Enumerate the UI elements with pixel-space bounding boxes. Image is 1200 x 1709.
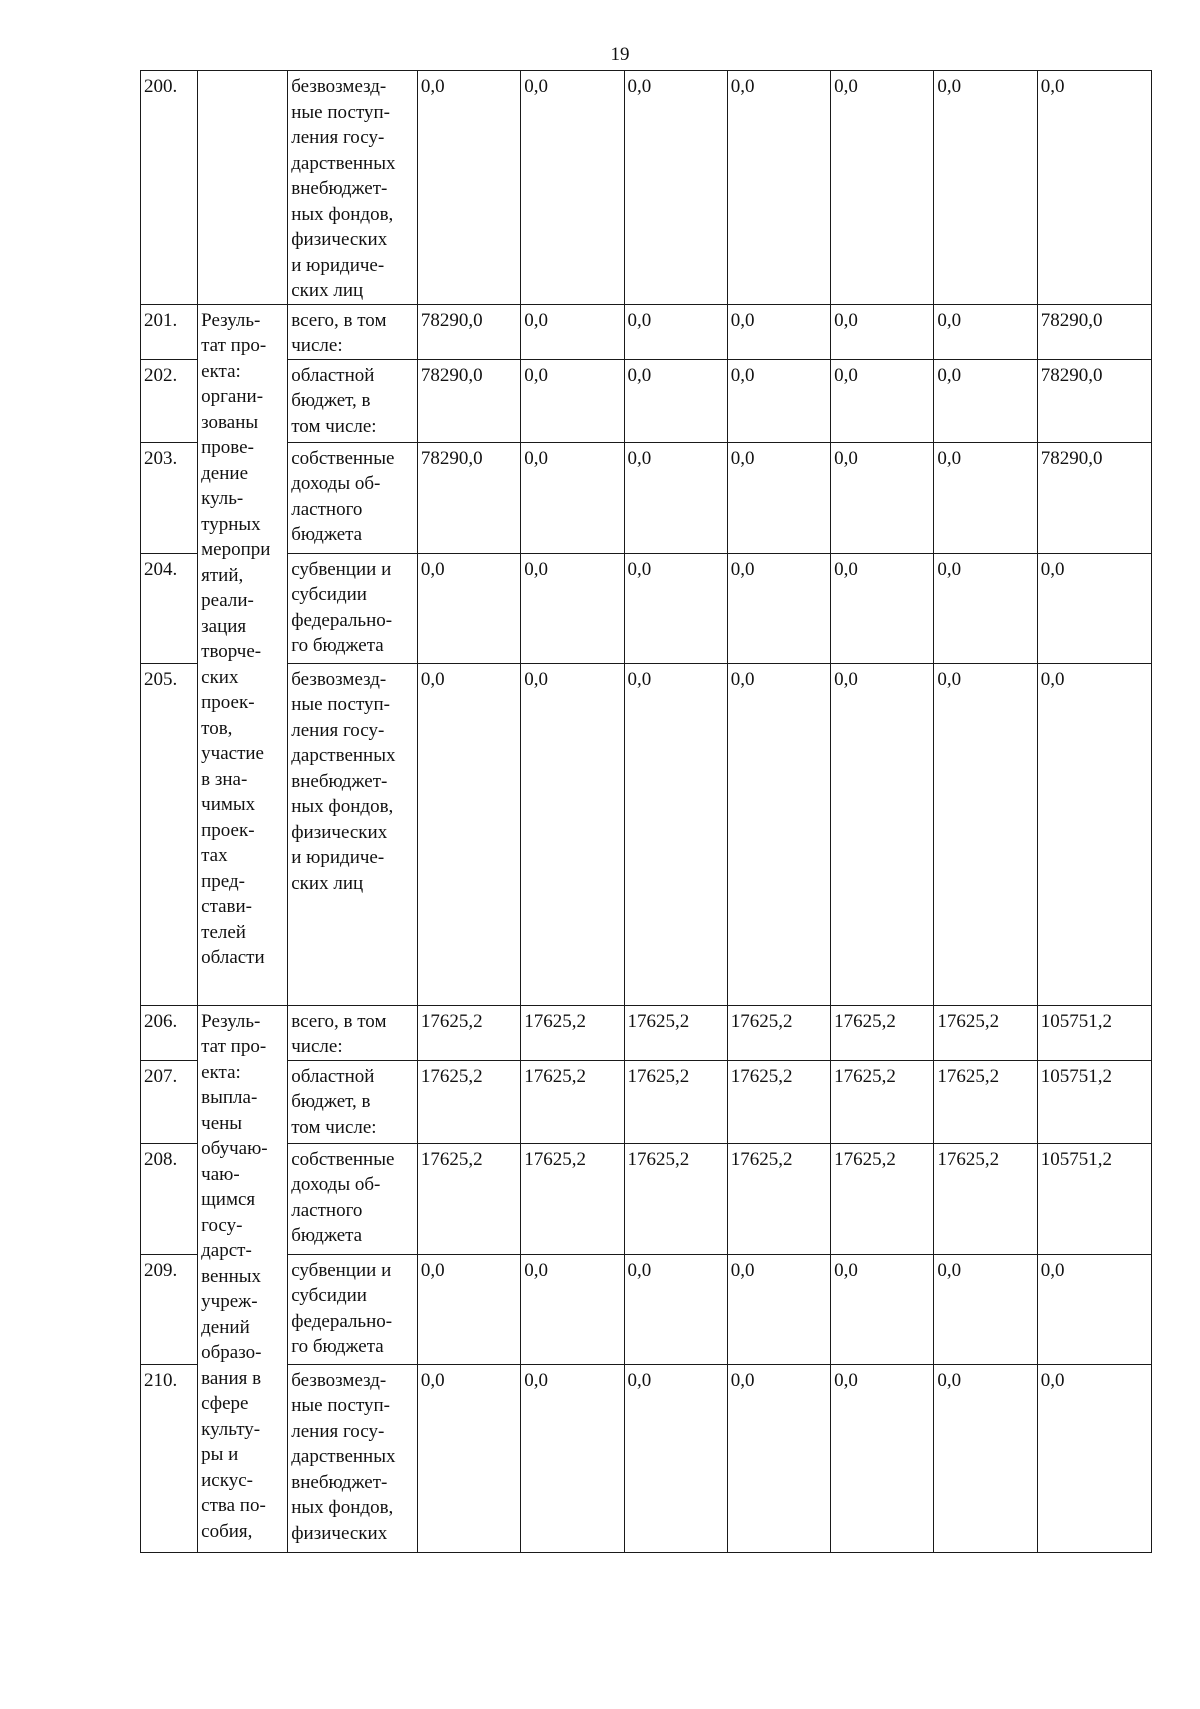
- table-row: [141, 1254, 1152, 1364]
- value-cell: 0,0: [831, 442, 934, 553]
- value-cell: 0,0: [934, 1364, 1037, 1552]
- value-cell: 0,0: [934, 442, 1037, 553]
- table-row: [141, 71, 1152, 305]
- table-row: [141, 1364, 1152, 1552]
- row-number: 208.: [141, 1143, 198, 1254]
- funding-source: собственные доходы об- ластного бюджета: [288, 442, 418, 553]
- value-cell-total: 105751,2: [1037, 1060, 1151, 1143]
- row-number: 206.: [141, 1005, 198, 1060]
- value-cell: 0,0: [727, 553, 830, 663]
- value-cell: 0,0: [727, 1364, 830, 1552]
- funding-source: областной бюджет, в том числе:: [288, 1060, 418, 1143]
- result-description: [198, 71, 288, 305]
- value-cell-total: 0,0: [1037, 1254, 1151, 1364]
- value-cell: 0,0: [521, 71, 624, 305]
- row-number: 200.: [141, 71, 198, 305]
- value-cell: 0,0: [417, 663, 520, 1005]
- value-cell: 0,0: [624, 1254, 727, 1364]
- value-cell-total: 78290,0: [1037, 442, 1151, 553]
- value-cell: 0,0: [521, 1364, 624, 1552]
- result-description: Резуль- тат про- екта: выпла- чены обучаю- чаю- щимся госу- дарст- венных учреж- дений образо- вания в сфере культу- ры и искус- ства по- собия,: [198, 1005, 288, 1552]
- value-cell: 0,0: [727, 71, 830, 305]
- value-cell: 0,0: [934, 71, 1037, 305]
- value-cell: 0,0: [624, 1364, 727, 1552]
- value-cell: 0,0: [727, 663, 830, 1005]
- value-cell: 78290,0: [417, 442, 520, 553]
- value-cell: 0,0: [934, 359, 1037, 442]
- budget-table: [140, 70, 1152, 1553]
- value-cell-total: 0,0: [1037, 1364, 1151, 1552]
- funding-source: всего, в том числе:: [288, 304, 418, 359]
- value-cell: 0,0: [624, 442, 727, 553]
- value-cell: 78290,0: [417, 359, 520, 442]
- value-cell: 17625,2: [727, 1005, 830, 1060]
- value-cell: 0,0: [727, 359, 830, 442]
- value-cell: 0,0: [831, 1254, 934, 1364]
- funding-source: всего, в том числе:: [288, 1005, 418, 1060]
- value-cell: 0,0: [521, 1254, 624, 1364]
- value-cell: 17625,2: [727, 1143, 830, 1254]
- row-number: 201.: [141, 304, 198, 359]
- value-cell: 0,0: [831, 553, 934, 663]
- row-number: 202.: [141, 359, 198, 442]
- value-cell-total: 0,0: [1037, 71, 1151, 305]
- value-cell: 17625,2: [624, 1005, 727, 1060]
- value-cell-total: 105751,2: [1037, 1143, 1151, 1254]
- value-cell: 17625,2: [934, 1143, 1037, 1254]
- value-cell: 0,0: [934, 553, 1037, 663]
- table-row: [141, 304, 1152, 359]
- result-description: Резуль- тат про- екта: органи- зованы прове- дение куль- турных меропри ятий, реали- зация творче- ских проек- тов, участие в зна- чимых проек- тах пред- стави- телей области: [198, 304, 288, 1005]
- value-cell: 17625,2: [727, 1060, 830, 1143]
- value-cell-total: 105751,2: [1037, 1005, 1151, 1060]
- value-cell: 0,0: [624, 71, 727, 305]
- value-cell: 0,0: [934, 1254, 1037, 1364]
- value-cell: 17625,2: [934, 1060, 1037, 1143]
- table-row: [141, 442, 1152, 553]
- funding-source: субвенции и субсидии федерально- го бюджета: [288, 1254, 418, 1364]
- table-row: [141, 1005, 1152, 1060]
- value-cell: 0,0: [727, 442, 830, 553]
- funding-source: субвенции и субсидии федерально- го бюджета: [288, 553, 418, 663]
- value-cell: 17625,2: [417, 1005, 520, 1060]
- table-row: [141, 553, 1152, 663]
- value-cell: 0,0: [521, 304, 624, 359]
- value-cell: 17625,2: [934, 1005, 1037, 1060]
- value-cell: 0,0: [831, 71, 934, 305]
- value-cell: 17625,2: [831, 1143, 934, 1254]
- value-cell: 78290,0: [417, 304, 520, 359]
- value-cell: 0,0: [521, 359, 624, 442]
- value-cell: 0,0: [831, 304, 934, 359]
- value-cell-total: 78290,0: [1037, 304, 1151, 359]
- row-number: 210.: [141, 1364, 198, 1552]
- table-row: [141, 1060, 1152, 1143]
- value-cell: 0,0: [831, 1364, 934, 1552]
- value-cell: 0,0: [934, 304, 1037, 359]
- value-cell-total: 0,0: [1037, 663, 1151, 1005]
- value-cell: 17625,2: [521, 1005, 624, 1060]
- value-cell: 0,0: [624, 359, 727, 442]
- row-number: 203.: [141, 442, 198, 553]
- value-cell: 17625,2: [624, 1060, 727, 1143]
- value-cell: 0,0: [831, 359, 934, 442]
- page-number: 19: [610, 44, 630, 65]
- value-cell: 0,0: [727, 1254, 830, 1364]
- value-cell: 17625,2: [417, 1060, 520, 1143]
- value-cell: 0,0: [727, 304, 830, 359]
- funding-source: областной бюджет, в том числе:: [288, 359, 418, 442]
- table-row: [141, 1143, 1152, 1254]
- value-cell: 17625,2: [521, 1060, 624, 1143]
- value-cell: 0,0: [521, 442, 624, 553]
- table-row: [141, 359, 1152, 442]
- funding-source: безвозмезд- ные поступ- ления госу- дарственных внебюджет- ных фондов, физических и юридиче- ских лиц: [288, 71, 418, 305]
- row-number: 209.: [141, 1254, 198, 1364]
- value-cell: 0,0: [417, 553, 520, 663]
- value-cell: 17625,2: [417, 1143, 520, 1254]
- value-cell: 17625,2: [521, 1143, 624, 1254]
- table-row: [141, 663, 1152, 1005]
- funding-source: безвозмезд- ные поступ- ления госу- дарственных внебюджет- ных фондов, физических: [288, 1364, 418, 1552]
- value-cell: 0,0: [624, 663, 727, 1005]
- value-cell: 17625,2: [831, 1005, 934, 1060]
- value-cell: 0,0: [624, 553, 727, 663]
- value-cell: 17625,2: [624, 1143, 727, 1254]
- value-cell: 0,0: [521, 663, 624, 1005]
- value-cell-total: 0,0: [1037, 553, 1151, 663]
- value-cell: 0,0: [521, 553, 624, 663]
- value-cell: 0,0: [417, 71, 520, 305]
- value-cell: 0,0: [417, 1364, 520, 1552]
- funding-source: безвозмезд- ные поступ- ления госу- дарственных внебюджет- ных фондов, физических и юридиче- ских лиц: [288, 663, 418, 1005]
- value-cell: 0,0: [624, 304, 727, 359]
- value-cell-total: 78290,0: [1037, 359, 1151, 442]
- row-number: 207.: [141, 1060, 198, 1143]
- value-cell: 0,0: [934, 663, 1037, 1005]
- funding-source: собственные доходы об- ластного бюджета: [288, 1143, 418, 1254]
- row-number: 205.: [141, 663, 198, 1005]
- value-cell: 0,0: [417, 1254, 520, 1364]
- value-cell: 0,0: [831, 663, 934, 1005]
- value-cell: 17625,2: [831, 1060, 934, 1143]
- row-number: 204.: [141, 553, 198, 663]
